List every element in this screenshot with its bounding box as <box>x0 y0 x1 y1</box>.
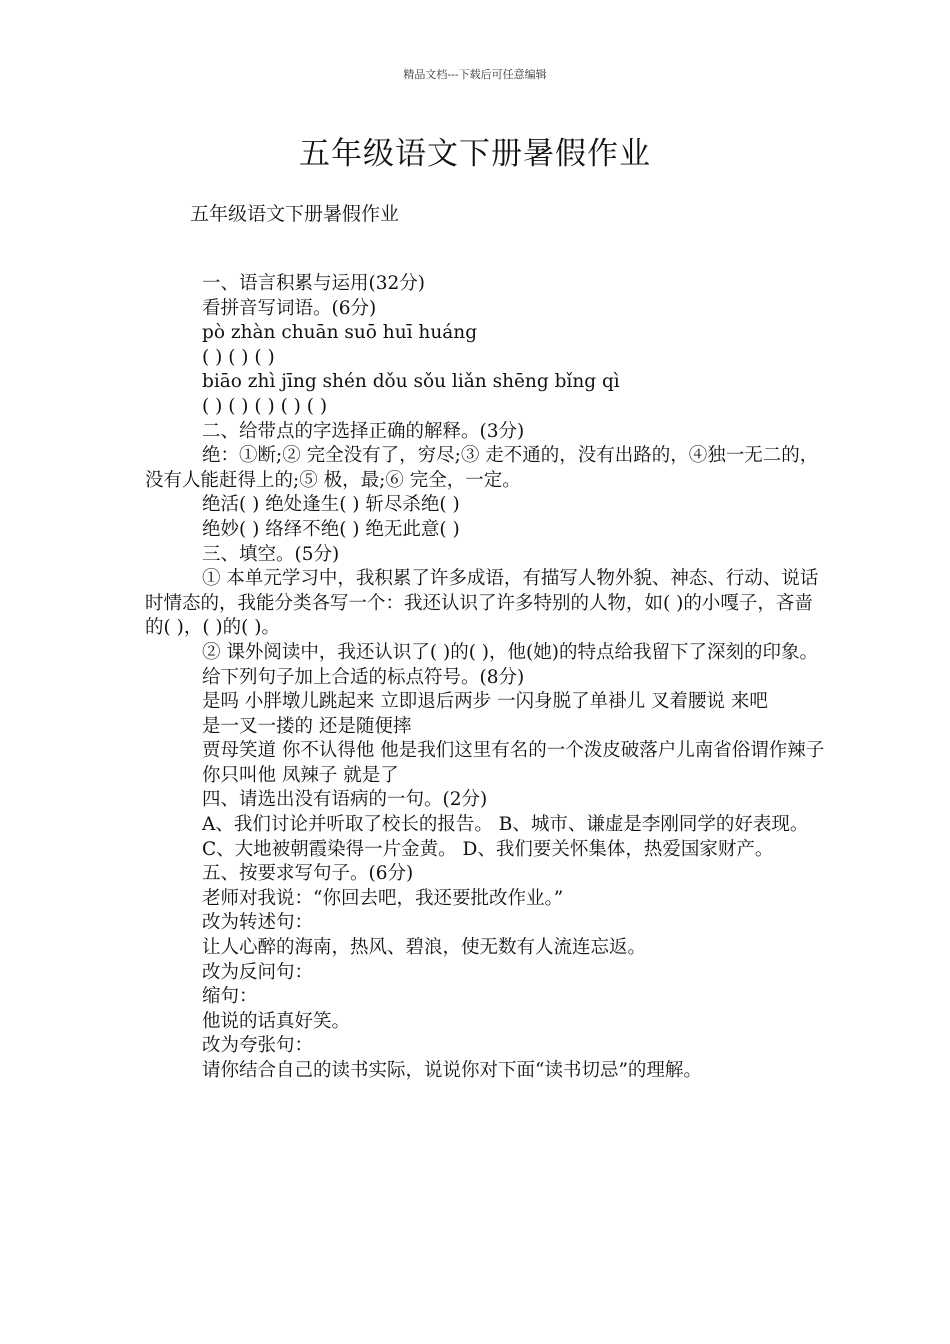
section-heading: 一、语言积累与运用(32分) <box>202 273 425 294</box>
pinyin-line: biāo zhì jīng shén dǒu sǒu liǎn shēng bǐng qì <box>202 371 620 393</box>
document-title: 五年级语文下册暑假作业 <box>299 136 651 172</box>
sentence-line: 他说的话真好笑。 <box>202 1010 351 1032</box>
sentence-line: 是一叉一搂的 还是随便摔 <box>202 715 412 737</box>
document-subtitle: 五年级语文下册暑假作业 <box>190 203 400 225</box>
answer-blanks: ( ) ( ) ( ) <box>202 346 275 368</box>
sentence-line: 老师对我说：“你回去吧，我还要批改作业。” <box>202 887 564 909</box>
section-heading: 五、按要求写句子。(6分) <box>202 863 414 885</box>
answer-blanks: ( ) ( ) ( ) ( ) ( ) <box>202 395 328 417</box>
question-text: 看拼音写词语。(6分) <box>202 297 377 319</box>
section-heading: 四、请选出没有语病的一句。(2分) <box>202 789 488 811</box>
paragraph: C、大地被朝霞染得一片金黄。 D、我们要关怀集体，热爱国家财产。 <box>202 838 774 860</box>
paragraph: 绝：①断;② 完全没有了，穷尽;③ 走不通的，没有出路的，④独一无二的，没有人能赶得上的;⑤ 极，最;⑥ 完全，一定。 <box>145 445 819 491</box>
paragraph: ① 本单元学习中，我积累了许多成语，有描写人物外貌、神态、行动、说话时情态的，我能分类各写一个：我还认识了许多特别的人物，如( )的小嘎子，吝啬的( )，( )的( )。 <box>145 568 819 639</box>
answer-line: 绝妙( ) 络绎不绝( ) 绝无此意( ) <box>202 518 460 540</box>
sentence-line: 请你结合自己的读书实际，说说你对下面“读书切忌”的理解。 <box>202 1060 702 1081</box>
instruction-line: 改为反问句： <box>202 961 314 983</box>
paragraph: 贾母笑道 你不认得他 他是我们这里有名的一个泼皮破落户儿南省俗谓作辣子 <box>202 740 825 762</box>
answer-line: 绝活( ) 绝处逢生( ) 斩尽杀绝( ) <box>202 494 460 516</box>
header-note: 精品文档---下载后可任意编辑 <box>403 68 547 81</box>
question-text: 给下列句子加上合适的标点符号。(8分) <box>202 666 525 688</box>
paragraph: ② 课外阅读中，我还认识了( )的( )，他(她)的特点给我留下了深刻的印象。 <box>202 641 818 663</box>
section-heading: 二、给带点的字选择正确的解释。(3分) <box>202 420 525 442</box>
instruction-line: 改为夸张句： <box>202 1035 314 1057</box>
paragraph: 是吗 小胖墩儿跳起来 立即退后两步 一闪身脱了单褂儿 叉着腰说 来吧 <box>202 691 768 713</box>
pinyin-line: pò zhàn chuān suō huī huáng <box>202 322 478 344</box>
sentence-line: 你只叫他 凤辣子 就是了 <box>202 764 399 786</box>
document-body <box>145 272 825 1084</box>
instruction-line: 缩句： <box>202 986 258 1008</box>
sentence-line: 让人心醉的海南，热风、碧浪，使无数有人流连忘返。 <box>202 937 647 959</box>
paragraph: A、我们讨论并听取了校长的报告。 B、城市、谦虚是李刚同学的好表现。 <box>202 814 809 836</box>
section-heading: 三、填空。(5分) <box>202 543 340 565</box>
instruction-line: 改为转述句： <box>202 912 314 934</box>
